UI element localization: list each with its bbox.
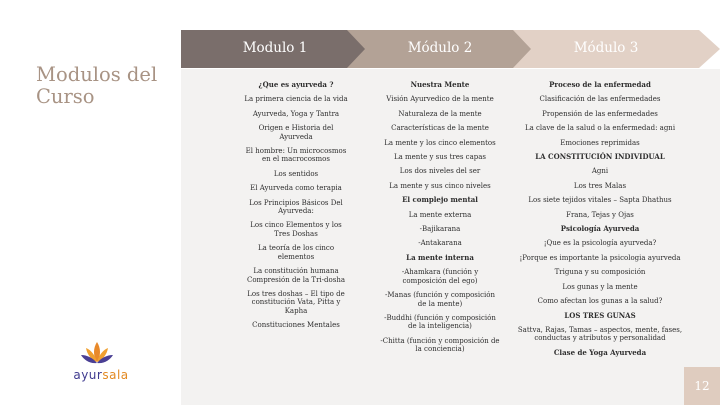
module-3-topics — [511, 78, 689, 360]
module-1-topics — [206, 78, 386, 333]
lotus-icon — [77, 340, 117, 370]
topic-item: ¡Porque es importante la psicologia ayurveda — [519, 253, 681, 262]
topic-item: Los tres doshas – El tipo de constitución Vata, Pitta y Kapha — [247, 289, 345, 315]
topic-item: Los cinco Elementos y los Tres Doshas — [250, 221, 342, 238]
topic-item: Los gunas y la mente — [562, 282, 638, 291]
topic-item: Los tres Malas — [573, 181, 627, 190]
topic-item: La mente y sus cinco niveles — [389, 181, 491, 190]
module-1-label: Modulo 1 — [242, 40, 308, 56]
topic-heading: Proceso de la enfermedad — [549, 80, 651, 89]
topic-item: -Ahamkara (función y composición del ego) — [401, 268, 479, 285]
topic-heading: LOS TRES GUNAS — [564, 310, 636, 320]
topic-heading: Nuestra Mente — [410, 80, 470, 89]
topic-item: Sattva, Rajas, Tamas – aspectos, mente, fases, conductas y atributos y personalidad — [517, 325, 683, 343]
logo-wordmark-prefix: ayur — [73, 368, 103, 382]
topic-item: Los siete tejidos vitales – Sapta Dhathus — [528, 196, 672, 205]
ayursala-logo — [58, 340, 138, 390]
modules-content-panel — [181, 69, 720, 405]
topic-item: -Antakarana — [418, 239, 462, 248]
logo-wordmark-accent: sala — [102, 368, 129, 382]
topic-item: Propensión de las enfermedades — [542, 109, 658, 118]
module-3-label: Módulo 3 — [573, 40, 639, 56]
topic-item: Visión Ayurvedico de la mente — [386, 95, 494, 104]
topic-item: -Chitta (función y composición de la conciencia) — [380, 336, 500, 354]
page-title-line-1: Modulos del — [36, 63, 158, 86]
page-title — [36, 64, 176, 108]
topic-heading: Psicología Ayurveda — [560, 224, 640, 234]
topic-heading: LA CONSTITUCIÓN INDIVIDUAL — [535, 152, 665, 162]
topic-item: Como afectan los gunas a la salud? — [537, 297, 663, 306]
topic-item: Emociones reprimidas — [560, 138, 640, 147]
topic-item: La mente y los cinco elementos — [384, 138, 496, 147]
topic-item: Constituciones Mentales — [252, 321, 340, 330]
topic-item: El Ayurveda como terapia — [250, 184, 342, 193]
topic-item: La constitución humana Compresión de la Tri-dosha — [246, 267, 346, 284]
topic-item: Ayurveda, Yoga y Tantra — [252, 109, 340, 118]
topic-item: Los dos niveles del ser — [399, 167, 481, 176]
topic-heading: Clase de Yoga Ayurveda — [553, 347, 647, 357]
page-title-line-2: Curso — [36, 85, 95, 108]
topic-item: Origen e Historia del Ayurveda — [258, 124, 334, 141]
topic-heading: ¿Que es ayurveda ? — [258, 80, 334, 89]
topic-item: -Manas (función y composición de la mente) — [384, 291, 495, 308]
topic-item: El hombre: Un microcosmos en el macrocosmos — [245, 147, 347, 164]
page-number: 12 — [684, 367, 720, 405]
topic-item: Naturaleza de la mente — [398, 109, 482, 118]
topic-item: -Buddhi (función y composición de la inteligencia) — [384, 313, 496, 331]
topic-item: La teoría de los cinco elementos — [257, 244, 335, 261]
module-2-topics — [369, 78, 511, 357]
topic-heading: La mente interna — [406, 252, 474, 262]
topic-item: La clave de la salud o la enfermedad: agni — [524, 124, 676, 133]
topic-item: Agni — [591, 167, 609, 176]
topic-item: La primera ciencia de la vida — [244, 95, 348, 104]
topic-item: Los Principios Básicos Del Ayurveda: — [249, 198, 343, 216]
topic-item: Características de la mente — [391, 124, 489, 133]
topic-item: La mente y sus tres capas — [393, 153, 487, 162]
topic-item: -Bajikarana — [419, 225, 461, 234]
topic-item: La mente externa — [408, 210, 472, 219]
topic-item: Clasificación de las enfermedades — [539, 95, 661, 104]
topic-item: Los sentidos — [273, 169, 319, 178]
topic-item: ¡Que es la psicología ayurveda? — [543, 239, 657, 248]
module-2-label: Módulo 2 — [407, 40, 473, 56]
topic-heading: El complejo mental — [402, 195, 478, 205]
topic-item: Triguna y su composición — [554, 268, 646, 277]
logo-wordmark — [66, 368, 136, 382]
topic-item: Frana, Tejas y Ojas — [566, 210, 634, 219]
